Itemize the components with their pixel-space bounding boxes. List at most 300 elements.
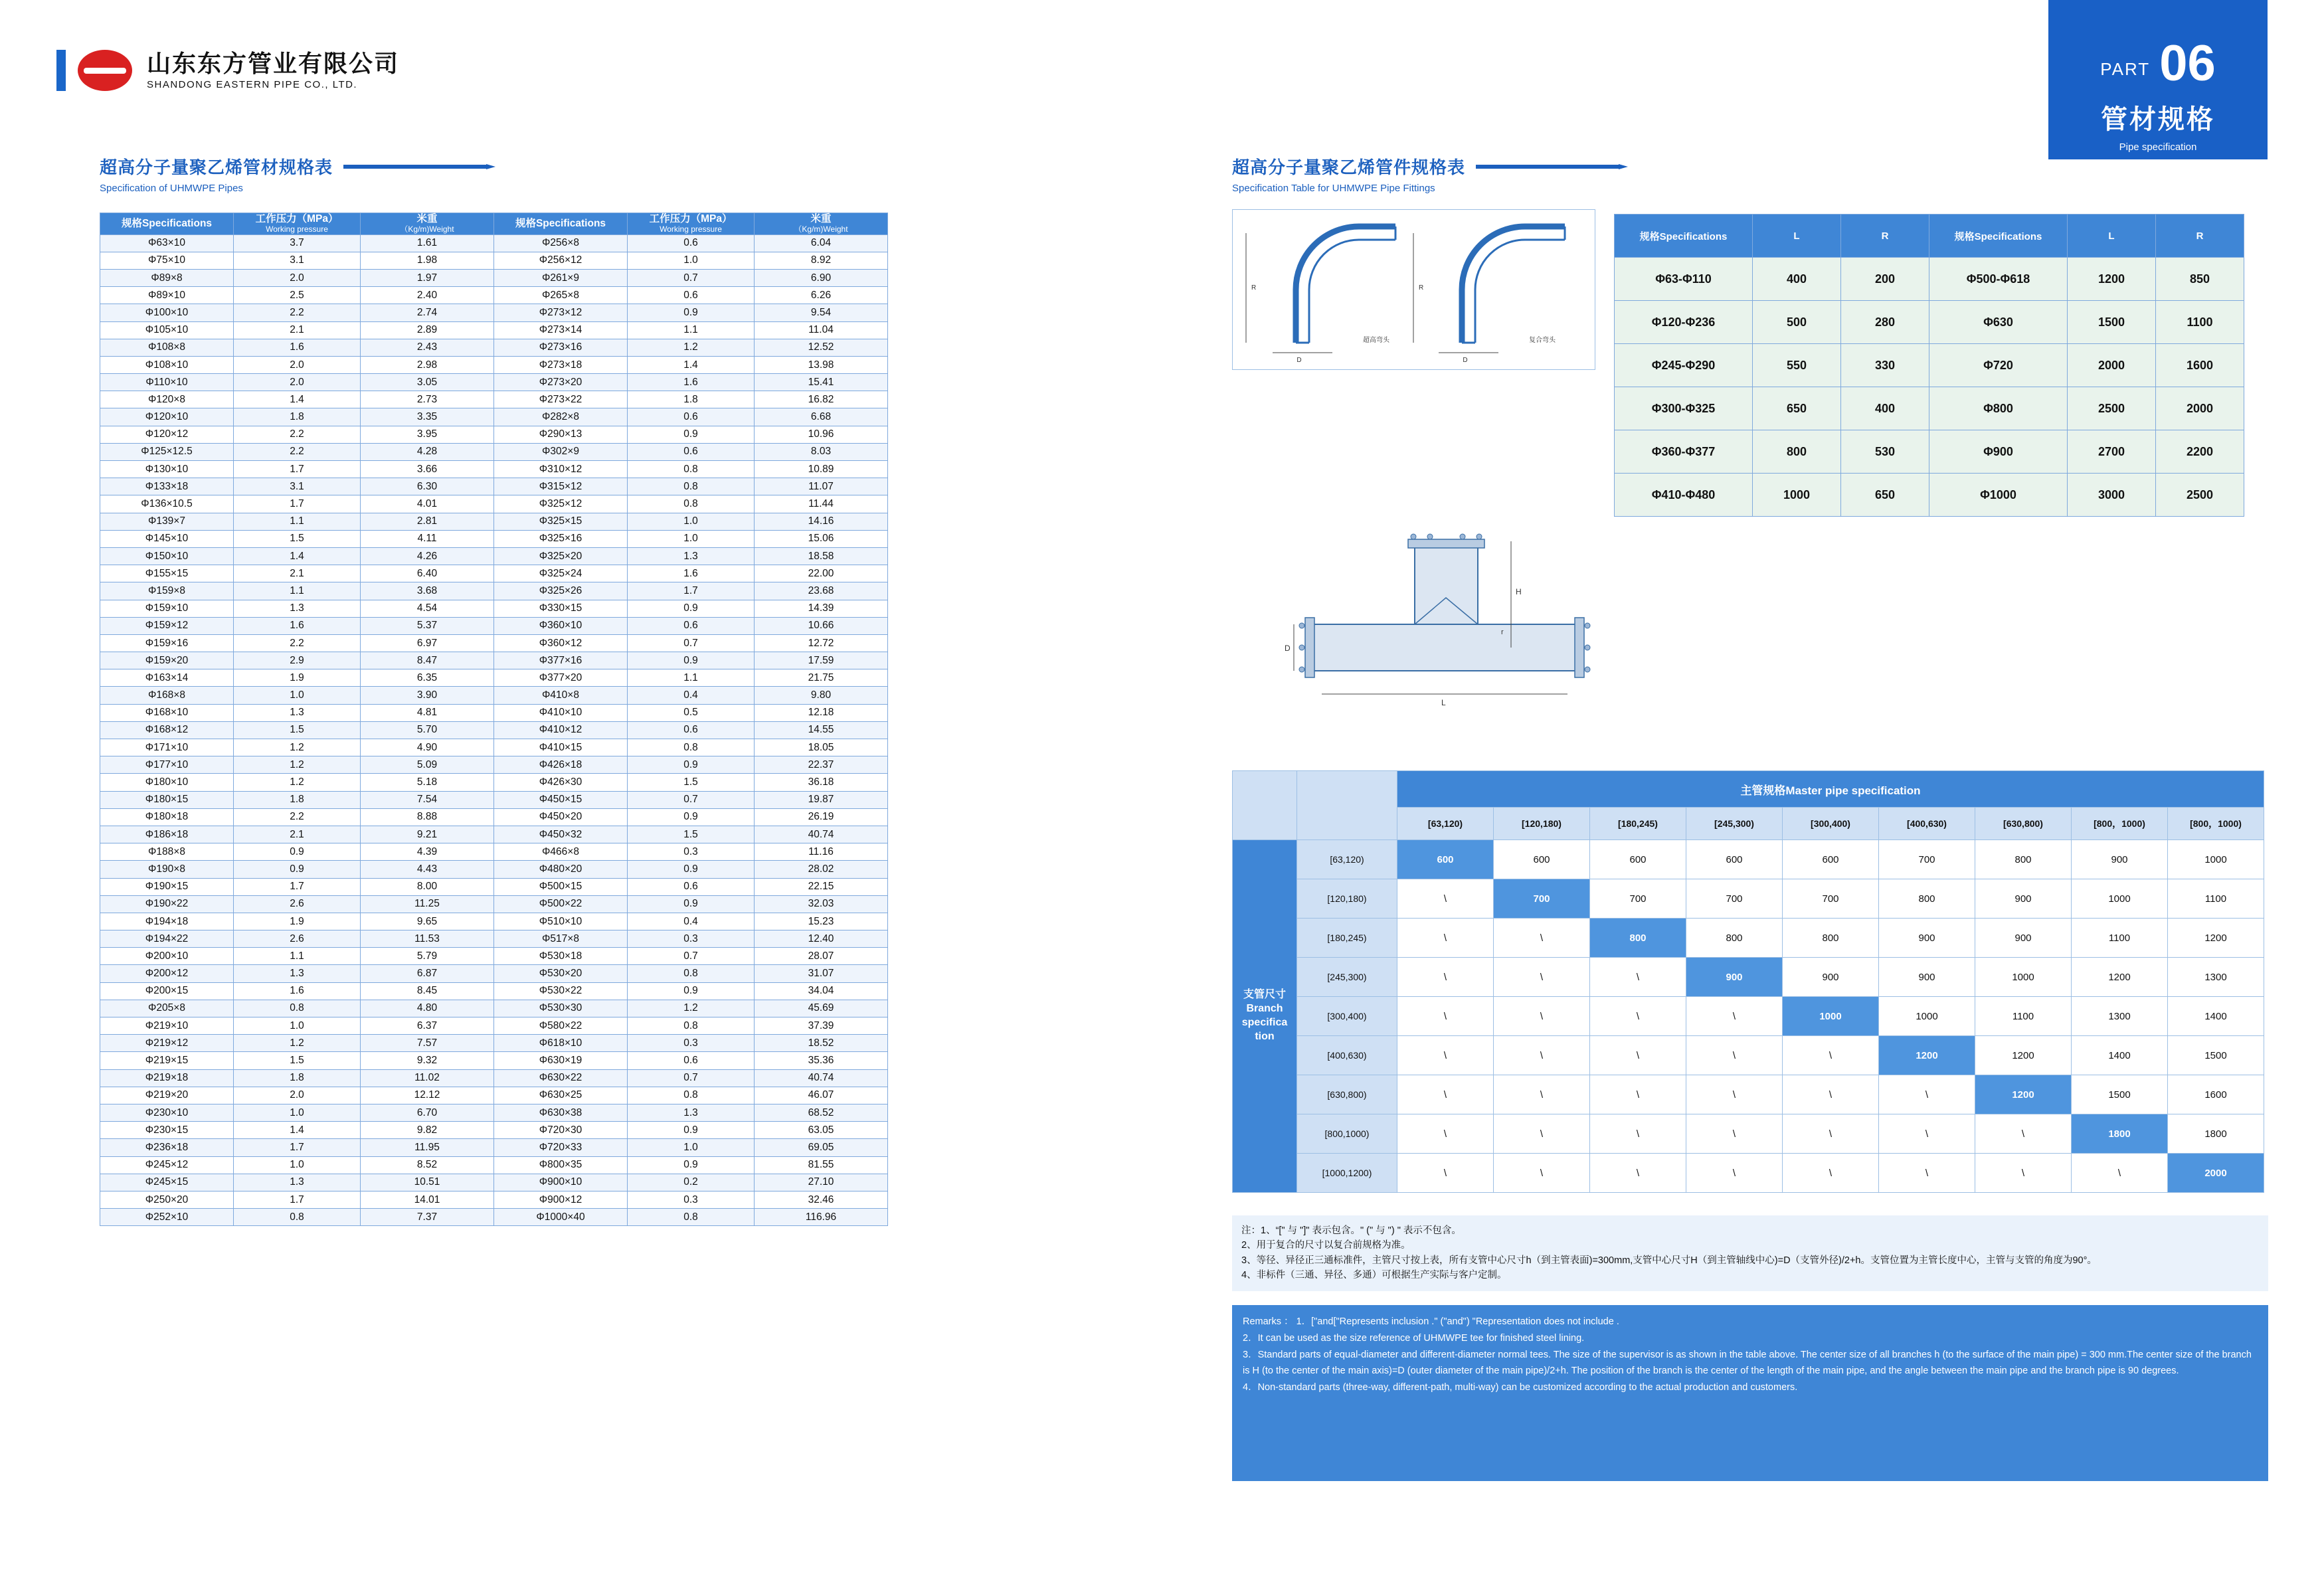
matrix-cell: 800 [1879,879,1975,919]
cell: 26.19 [755,808,888,826]
matrix-cell: 900 [1975,919,2072,958]
matrix-cell: 1000 [2072,879,2168,919]
matrix-cell: 1100 [2072,919,2168,958]
matrix-cell: 800 [1783,919,1879,958]
matrix-cell: \ [1397,1114,1494,1154]
cell: 4.26 [361,547,494,565]
cell: 0.7 [628,1069,755,1087]
cell: Φ800×35 [494,1156,628,1174]
cell: 27.10 [755,1174,888,1191]
cell: 0.6 [628,408,755,426]
cell: 12.18 [755,704,888,721]
logo-bar-icon [56,50,66,91]
matrix-cell: \ [1879,1114,1975,1154]
cell: Φ500×22 [494,895,628,913]
matrix-cell: 1800 [2072,1114,2168,1154]
cell: Φ89×10 [100,287,234,304]
table-row [100,617,888,634]
cell: 2.0 [234,356,361,373]
cell: 10.96 [755,426,888,443]
matrix-cell: 1000 [1975,958,2072,997]
cell: Φ426×18 [494,756,628,774]
cell: 1.6 [234,339,361,356]
cell: 1.1 [234,582,361,600]
cell: 1.6 [234,982,361,1000]
fittings-cell: Φ500-Φ618 [1929,258,2068,301]
matrix-row-label: [63,120) [1297,840,1397,879]
cell: 11.25 [361,895,494,913]
cell: Φ500×15 [494,878,628,895]
cell: 0.9 [628,982,755,1000]
tee-diagram-svg [1282,525,1627,717]
matrix-cell: 1400 [2072,1036,2168,1075]
table-row [100,1174,888,1191]
table-row [100,582,888,600]
cell: 28.07 [755,948,888,965]
table-row [100,669,888,687]
cell: Φ200×12 [100,965,234,982]
cell: Φ250×20 [100,1191,234,1208]
cell: Φ245×12 [100,1156,234,1174]
fittings-cell: 330 [1841,344,1929,387]
left-title-en: Specification of UHMWPE Pipes [100,183,243,194]
cell: Φ100×10 [100,304,234,321]
cell: Φ171×10 [100,739,234,756]
table-row [100,1052,888,1069]
matrix-cell: 600 [1590,840,1686,879]
cell: Φ450×32 [494,826,628,843]
fittings-cell: Φ300-Φ325 [1615,387,1753,430]
cell: 0.7 [628,634,755,652]
matrix-cell: 600 [1494,840,1590,879]
cell: 1.3 [628,547,755,565]
cell: 0.9 [628,1156,755,1174]
table-row [100,252,888,269]
cell: Φ190×22 [100,895,234,913]
col-header-1: 工作压力（MPa） Working pressure [234,213,361,235]
part-title-cn: 管材规格 [2101,105,2215,135]
cell: Φ630×25 [494,1087,628,1104]
cell: Φ180×18 [100,808,234,826]
cell: Φ139×7 [100,513,234,530]
cell: 4.80 [361,1000,494,1017]
cell: 34.04 [755,982,888,1000]
matrix-row [1233,879,2264,919]
matrix-cell: 800 [1686,919,1783,958]
cell: Φ159×20 [100,652,234,669]
matrix-cell: 1100 [1975,997,2072,1036]
cell: Φ273×22 [494,391,628,408]
cell: 8.45 [361,982,494,1000]
cell: Φ188×8 [100,843,234,861]
matrix-cell: \ [1686,1154,1783,1193]
cell: 1.6 [234,617,361,634]
cell: 2.6 [234,930,361,948]
matrix-row-label: [300,400) [1297,997,1397,1036]
fittings-cell: 400 [1841,387,1929,430]
matrix-col-1: [120,180) [1494,808,1590,840]
cell: 1.61 [361,234,494,252]
table-row [100,913,888,930]
cell: Φ360×10 [494,617,628,634]
cell: 0.9 [628,304,755,321]
cell: 4.28 [361,443,494,460]
cell: Φ108×10 [100,356,234,373]
cell: 6.37 [361,1017,494,1035]
cell: Φ282×8 [494,408,628,426]
fittings-cell: 2500 [2068,387,2156,430]
cell: 0.8 [628,1087,755,1104]
table-row [100,948,888,965]
cell: 0.4 [628,913,755,930]
cell: 6.40 [361,565,494,582]
left-section-title [100,154,486,194]
cell: 0.8 [628,478,755,495]
table-row [100,339,888,356]
cell: 1.1 [628,321,755,339]
cell: 1.3 [628,1104,755,1121]
cell: 1.5 [628,826,755,843]
cell: 1.1 [234,513,361,530]
cell: 4.90 [361,739,494,756]
cell: Φ89×8 [100,269,234,286]
cell: Φ900×10 [494,1174,628,1191]
fittings-row [1615,474,2244,517]
cell: 1.6 [628,374,755,391]
cell: 1.5 [628,774,755,791]
cell: 22.00 [755,565,888,582]
matrix-cell: \ [1397,1036,1494,1075]
cell: Φ450×15 [494,791,628,808]
cell: 1.2 [628,1000,755,1017]
cell: 16.82 [755,391,888,408]
matrix-cell: \ [1686,997,1783,1036]
cell: Φ63×10 [100,234,234,252]
table-row [100,495,888,513]
cell: 0.3 [628,930,755,948]
table-row [100,774,888,791]
matrix-cell: \ [1397,1154,1494,1193]
cell: Φ168×12 [100,721,234,739]
cell: Φ194×22 [100,930,234,948]
table-row [100,756,888,774]
cell: Φ325×20 [494,547,628,565]
svg-text:R: R [1251,284,1257,292]
matrix-cell: 1500 [2168,1036,2264,1075]
cell: 1.7 [234,495,361,513]
cell: Φ315×12 [494,478,628,495]
matrix-row [1233,958,2264,997]
cell: 1.4 [628,356,755,373]
table-row [100,930,888,948]
cell: 9.65 [361,913,494,930]
cell: 1.9 [234,913,361,930]
matrix-col-0: [63,120) [1397,808,1494,840]
col-header-5: 米重 （Kg/m)Weight [755,213,888,235]
cell: Φ510×10 [494,913,628,930]
cell: 4.81 [361,704,494,721]
cell: 11.53 [361,930,494,948]
svg-text:L: L [1441,698,1446,707]
matrix-cell: \ [1494,1114,1590,1154]
cell: 31.07 [755,965,888,982]
fit-col-header-5: R [2156,215,2244,258]
cell: 0.9 [628,808,755,826]
cell: Φ256×8 [494,234,628,252]
cell: Φ325×15 [494,513,628,530]
table-header-row [100,213,888,235]
matrix-cell: \ [1975,1114,2072,1154]
cell: 45.69 [755,1000,888,1017]
table-row [100,408,888,426]
cell: 0.5 [628,704,755,721]
fittings-cell: 650 [1753,387,1841,430]
cell: Φ236×18 [100,1139,234,1156]
table-row [100,861,888,878]
cell: 40.74 [755,1069,888,1087]
table-row [100,426,888,443]
matrix-cell: \ [1590,1114,1686,1154]
cell: 0.8 [628,495,755,513]
matrix-row [1233,1114,2264,1154]
cell: 6.68 [755,408,888,426]
cell: 1.0 [234,1104,361,1121]
cell: 11.04 [755,321,888,339]
cell: 2.98 [361,356,494,373]
matrix-cell: 1200 [1975,1036,2072,1075]
table-row [100,1069,888,1087]
cell: Φ200×15 [100,982,234,1000]
fittings-cell: 200 [1841,258,1929,301]
cell: 6.30 [361,478,494,495]
cell: 0.6 [628,721,755,739]
elbow-drawing [1232,209,1595,370]
cell: 10.89 [755,461,888,478]
cell: 2.40 [361,287,494,304]
matrix-cell: 600 [1686,840,1783,879]
cell: Φ136×10.5 [100,495,234,513]
cell: 0.9 [628,652,755,669]
table-row [100,704,888,721]
cell: Φ265×8 [494,287,628,304]
table-row [100,1122,888,1139]
table-row [100,374,888,391]
fittings-cell: Φ63-Φ110 [1615,258,1753,301]
company-logo [56,50,399,91]
matrix-cell: \ [1397,997,1494,1036]
fittings-cell: 1600 [2156,344,2244,387]
cell: Φ261×9 [494,269,628,286]
fittings-cell: 3000 [2068,474,2156,517]
table-row [100,982,888,1000]
matrix-cell: \ [1590,1036,1686,1075]
cell: 1.8 [234,791,361,808]
cell: 18.58 [755,547,888,565]
cell: 32.46 [755,1191,888,1208]
table-row [100,1000,888,1017]
cell: Φ219×20 [100,1087,234,1104]
cell: 8.03 [755,443,888,460]
cell: 0.8 [628,965,755,982]
cell: 1.0 [628,530,755,547]
cell: 0.9 [628,1122,755,1139]
matrix-main-title: 主管规格Master pipe specification [1397,771,2264,808]
cell: 1.3 [234,1174,361,1191]
cell: 2.6 [234,895,361,913]
table-row [100,391,888,408]
cell: Φ900×12 [494,1191,628,1208]
svg-text:D: D [1463,357,1468,364]
cell: 7.37 [361,1209,494,1226]
cell: 1.1 [628,669,755,687]
cell: Φ159×10 [100,600,234,617]
note-line-4: 4、非标件（三通、异径、多通）可根据生产实际与客户定制。 [1241,1270,1507,1281]
cell: Φ618×10 [494,1035,628,1052]
fit-col-header-4: L [2068,215,2156,258]
cell: Φ159×12 [100,617,234,634]
matrix-col-2: [180,245) [1590,808,1686,840]
matrix-col-6: [630,800) [1975,808,2072,840]
fit-col-header-2: R [1841,215,1929,258]
cell: 6.26 [755,287,888,304]
remarks-en [1232,1305,2268,1481]
cell: Φ177×10 [100,756,234,774]
cell: Φ219×18 [100,1069,234,1087]
table-row [100,739,888,756]
matrix-cell: \ [1397,1075,1494,1114]
matrix-cell: 700 [1686,879,1783,919]
cell: 0.6 [628,234,755,252]
cell: 1.0 [234,1017,361,1035]
cell: Φ200×10 [100,948,234,965]
matrix-col-8: [800，1000) [2168,808,2264,840]
matrix-cell: 1200 [1879,1036,1975,1075]
cell: Φ155×15 [100,565,234,582]
cell: 1.4 [234,391,361,408]
cell: 5.79 [361,948,494,965]
cell: 1.8 [234,1069,361,1087]
fit-col-header-0: 规格Specifications [1615,215,1753,258]
table-row [100,530,888,547]
table-row [100,843,888,861]
cell: 10.66 [755,617,888,634]
table-row [100,878,888,895]
elbow-diagram-svg [1233,210,1595,369]
table-row [100,634,888,652]
cell: Φ105×10 [100,321,234,339]
matrix-cell: \ [1783,1036,1879,1075]
cell: Φ630×38 [494,1104,628,1121]
cell: 1.4 [234,1122,361,1139]
fit-col-header-3: 规格Specifications [1929,215,2068,258]
cell: 2.0 [234,269,361,286]
cell: Φ75×10 [100,252,234,269]
cell: 81.55 [755,1156,888,1174]
cell: 2.89 [361,321,494,339]
cell: 5.70 [361,721,494,739]
cell: Φ190×15 [100,878,234,895]
cell: 8.52 [361,1156,494,1174]
matrix-cell: \ [1686,1036,1783,1075]
cell: 19.87 [755,791,888,808]
tee-size-matrix [1232,770,2264,1193]
cell: 1.6 [628,565,755,582]
svg-text:超高弯头: 超高弯头 [1363,337,1389,344]
cell: 17.59 [755,652,888,669]
cell: Φ159×16 [100,634,234,652]
matrix-row-label: [180,245) [1297,919,1397,958]
cell: 0.8 [628,739,755,756]
cell: 9.54 [755,304,888,321]
cell: 14.16 [755,513,888,530]
fittings-cell: Φ630 [1929,301,2068,344]
cell: 4.01 [361,495,494,513]
cell: 2.0 [234,374,361,391]
cell: Φ159×8 [100,582,234,600]
cell: 1.0 [234,1156,361,1174]
cell: Φ290×13 [494,426,628,443]
svg-text:H: H [1516,587,1522,596]
cell: Φ125×12.5 [100,443,234,460]
matrix-cell: \ [1590,1075,1686,1114]
matrix-col-5: [400,630) [1879,808,1975,840]
matrix-cell: 1500 [2072,1075,2168,1114]
cell: Φ273×12 [494,304,628,321]
table-row [100,547,888,565]
cell: 2.81 [361,513,494,530]
cell: 6.97 [361,634,494,652]
cell: 1.2 [234,774,361,791]
matrix-cell: \ [2072,1154,2168,1193]
matrix-cell: \ [1590,1154,1686,1193]
matrix-row [1233,1036,2264,1075]
cell: 12.72 [755,634,888,652]
cell: 1.4 [234,547,361,565]
cell: 1.7 [234,1191,361,1208]
fittings-cell: 1200 [2068,258,2156,301]
matrix-row-label: [400,630) [1297,1036,1397,1075]
matrix-cell: 700 [1590,879,1686,919]
cell: 2.0 [234,1087,361,1104]
cell: 0.3 [628,1191,755,1208]
cell: Φ168×8 [100,687,234,704]
table-row [100,1209,888,1226]
matrix-row [1233,1075,2264,1114]
cell: 2.9 [234,652,361,669]
matrix-cell: \ [1879,1154,1975,1193]
fittings-cell: 2200 [2156,430,2244,474]
cell: 11.07 [755,478,888,495]
fittings-cell: 2000 [2068,344,2156,387]
matrix-row [1233,1154,2264,1193]
fittings-cell: Φ720 [1929,344,2068,387]
cell: 46.07 [755,1087,888,1104]
cell: 2.2 [234,304,361,321]
cell: 2.1 [234,565,361,582]
col-header-3: 规格Specifications [494,213,628,235]
table-row [100,461,888,478]
matrix-cell: 900 [1686,958,1783,997]
cell: 9.82 [361,1122,494,1139]
matrix-row-label: [800,1000) [1297,1114,1397,1154]
cell: 0.8 [628,1017,755,1035]
cell: 1.7 [234,461,361,478]
cell: 2.2 [234,634,361,652]
cell: Φ450×20 [494,808,628,826]
note-line-3: 3、等径、异径正三通标准件，主管尺寸按上表，所有支管中心尺寸h（到主管表面)=300mm,支管中心尺寸H（到主管轴线中心)=D（支管外径)/2+h。支管位置为主管长度中心，主管与支管的角度为90°。 [1241,1255,2097,1266]
matrix-cell: 1000 [2168,840,2264,879]
cell: 1.98 [361,252,494,269]
